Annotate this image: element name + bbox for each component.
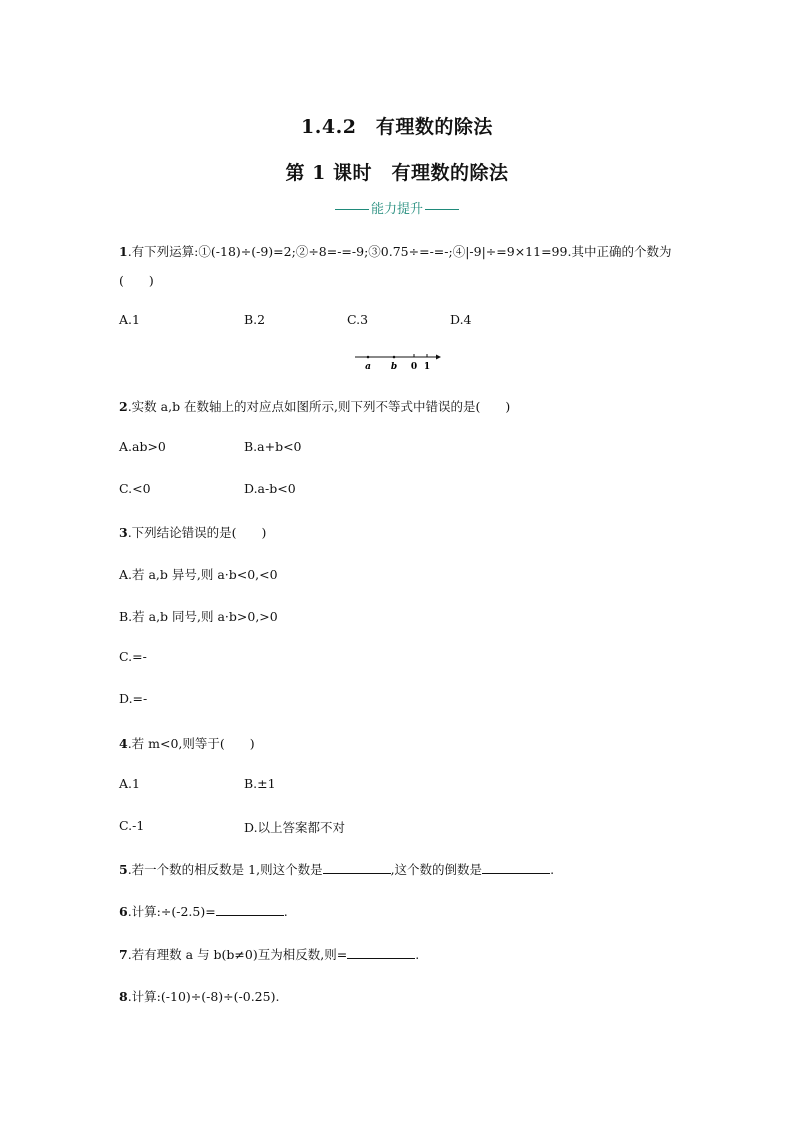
q3-option-d: D.=- [119,691,148,706]
q1-option-b: B.2 [244,312,266,327]
question-text: .若有理数 a 与 b(b≠0)互为相反数,则= [127,947,348,962]
answer-blank[interactable] [482,861,550,874]
question-2 [119,397,510,415]
question-1 [119,242,671,260]
q1-option-d: D.4 [450,312,472,327]
number-line-figure [352,350,444,374]
question-text: ,这个数的倒数是 [390,862,483,877]
q4-option-d: D.以上答案都不对 [244,820,346,835]
label-b: b [390,362,398,372]
q2-option-b: B.a+b<0 [244,439,302,454]
q3-option-a: A.若 a,b 异号,则 a·b<0,<0 [119,567,278,582]
question-text: .若 m<0,则等于( ) [127,736,255,751]
answer-blank[interactable] [347,946,415,959]
arrow-icon [436,355,441,360]
answer-blank[interactable] [323,861,391,874]
section-rule-right [425,209,459,210]
section-label: 能力提升 [370,202,423,217]
point-a [367,356,370,359]
question-text: .计算:(-10)÷(-8)÷(-0.25). [127,989,280,1004]
label-1: 1 [423,362,431,372]
q2-option-a: A.ab>0 [119,439,166,454]
section-rule-left [335,209,369,210]
question-text: .若一个数的相反数是 1,则这个数是 [127,862,323,877]
question-text: . [550,862,555,877]
question-number: 4 [119,736,128,751]
question-text: .下列结论错误的是( ) [127,525,267,540]
label-0: 0 [410,362,418,372]
question-3 [119,523,266,541]
question-text: .实数 a,b 在数轴上的对应点如图所示,则下列不等式中错误的是( ) [127,399,511,414]
question-text: . [283,904,288,919]
question-text: .计算:÷(-2.5)= [127,904,216,919]
answer-blank[interactable] [216,903,284,916]
question-text: . [415,947,420,962]
point-b [393,356,396,359]
q4-option-a: A.1 [119,776,140,791]
question-number: 6 [119,904,128,919]
question-5 [119,860,554,878]
question-8 [119,987,279,1005]
page-title: 1.4.2 有理数的除法 [301,116,493,138]
q4-option-b: B.±1 [244,776,276,791]
q3-option-c: C.=- [119,649,147,664]
question-1-paren: ( ) [119,273,154,288]
page-subtitle: 第 1 课时 有理数的除法 [285,162,509,184]
q4-option-c: C.-1 [119,818,145,833]
q1-option-c: C.3 [347,312,369,327]
question-number: 2 [119,399,128,414]
question-6 [119,902,288,920]
q2-option-c: C.<0 [119,481,151,496]
question-number: 1 [119,244,128,259]
question-text: .有下列运算:①(-18)÷(-9)=2;②÷8=-=-9;③0.75÷=-=-;④|-9|÷=9×11=99.其中正确的个数为 [127,244,672,259]
q2-option-d: D.a-b<0 [244,481,296,496]
question-number: 5 [119,862,128,877]
question-7 [119,945,419,963]
question-number: 3 [119,525,128,540]
section-heading [0,198,794,217]
q1-option-a: A.1 [119,312,140,327]
question-number: 8 [119,989,128,1004]
question-number: 7 [119,947,128,962]
question-4 [119,734,255,752]
label-a: a [365,362,371,372]
q3-option-b: B.若 a,b 同号,则 a·b>0,>0 [119,609,278,624]
